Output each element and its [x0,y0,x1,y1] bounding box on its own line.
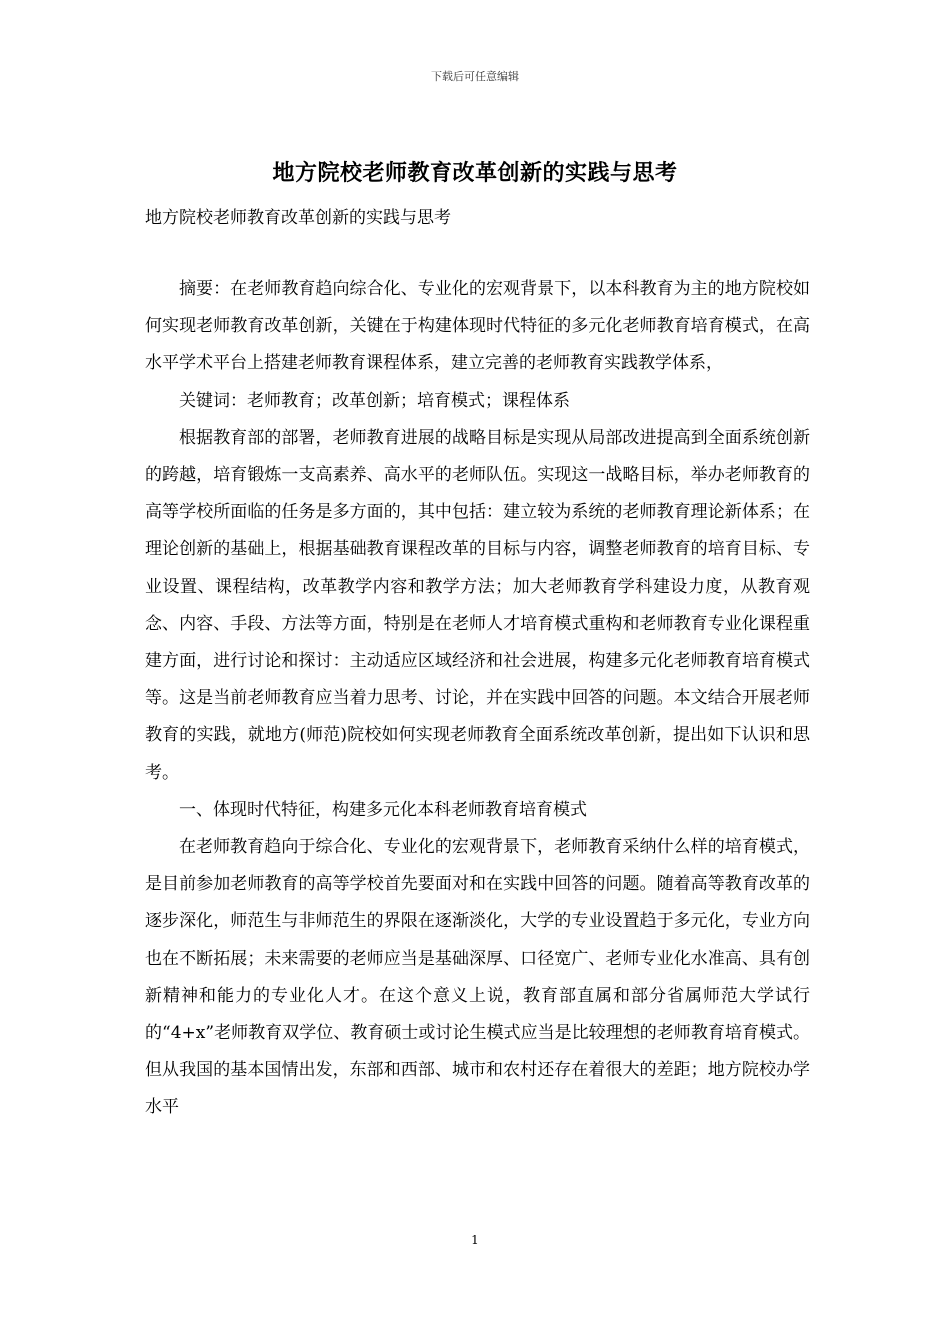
body-paragraph: 在老师教育趋向于综合化、专业化的宏观背景下，老师教育采纳什么样的培育模式，是目前参加老师教育的高等学校首先要面对和在实践中回答的问题。随着高等教育改革的逐步深化，师范生与非师范生的界限在逐渐淡化，大学的专业设置趋于多元化，专业方向也在不断拓展；未来需要的老师应当是基础深厚、口径宽广、老师专业化水准高、具有创新精神和能力的专业化人才。在这个意义上说，教育部直属和部分省属师范大学试行的“4+x”老师教育双学位、教育硕士或讨论生模式应当是比较理想的老师教育培育模式。但从我国的基本国情出发，东部和西部、城市和农村还存在着很大的差距；地方院校办学水平 [145,837,810,1118]
header-note: 下载后可任意编辑 [431,70,519,83]
document-title: 地方院校老师教育改革创新的实践与思考 [272,160,678,186]
section-heading: 一、体现时代特征，构建多元化本科老师教育培育模式 [179,799,587,820]
page-number: 1 [471,1233,479,1247]
document-subtitle: 地方院校老师教育改革创新的实践与思考 [145,208,451,228]
abstract-paragraph: 摘要：在老师教育趋向综合化、专业化的宏观背景下，以本科教育为主的地方院校如何实现老师教育改革创新，关键在于构建体现时代特征的多元化老师教育培育模式，在高水平学术平台上搭建老师教育课程体系，建立完善的老师教育实践教学体系， [145,279,810,374]
body-paragraph: 根据教育部的部署，老师教育进展的战略目标是实现从局部改进提高到全面系统创新的跨越，培育锻炼一支高素养、高水平的老师队伍。实现这一战略目标，举办老师教育的高等学校所面临的任务是多方面的，其中包括：建立较为系统的老师教育理论新体系；在理论创新的基础上，根据基础教育课程改革的目标与内容，调整老师教育的培育目标、专业设置、课程结构，改革教学内容和教学方法；加大老师教育学科建设力度，从教育观念、内容、手段、方法等方面，特别是在老师人才培育模式重构和老师教育专业化课程重建方面，进行讨论和探讨：主动适应区域经济和社会进展，构建多元化老师教育培育模式等。这是当前老师教育应当着力思考、讨论，并在实践中回答的问题。本文结合开展老师教育的实践，就地方(师范)院校如何实现老师教育全面系统改革创新，提出如下认识和思考。 [145,427,810,783]
keywords-paragraph: 关键词：老师教育；改革创新；培育模式；课程体系 [179,390,570,411]
document-body [145,271,810,1127]
